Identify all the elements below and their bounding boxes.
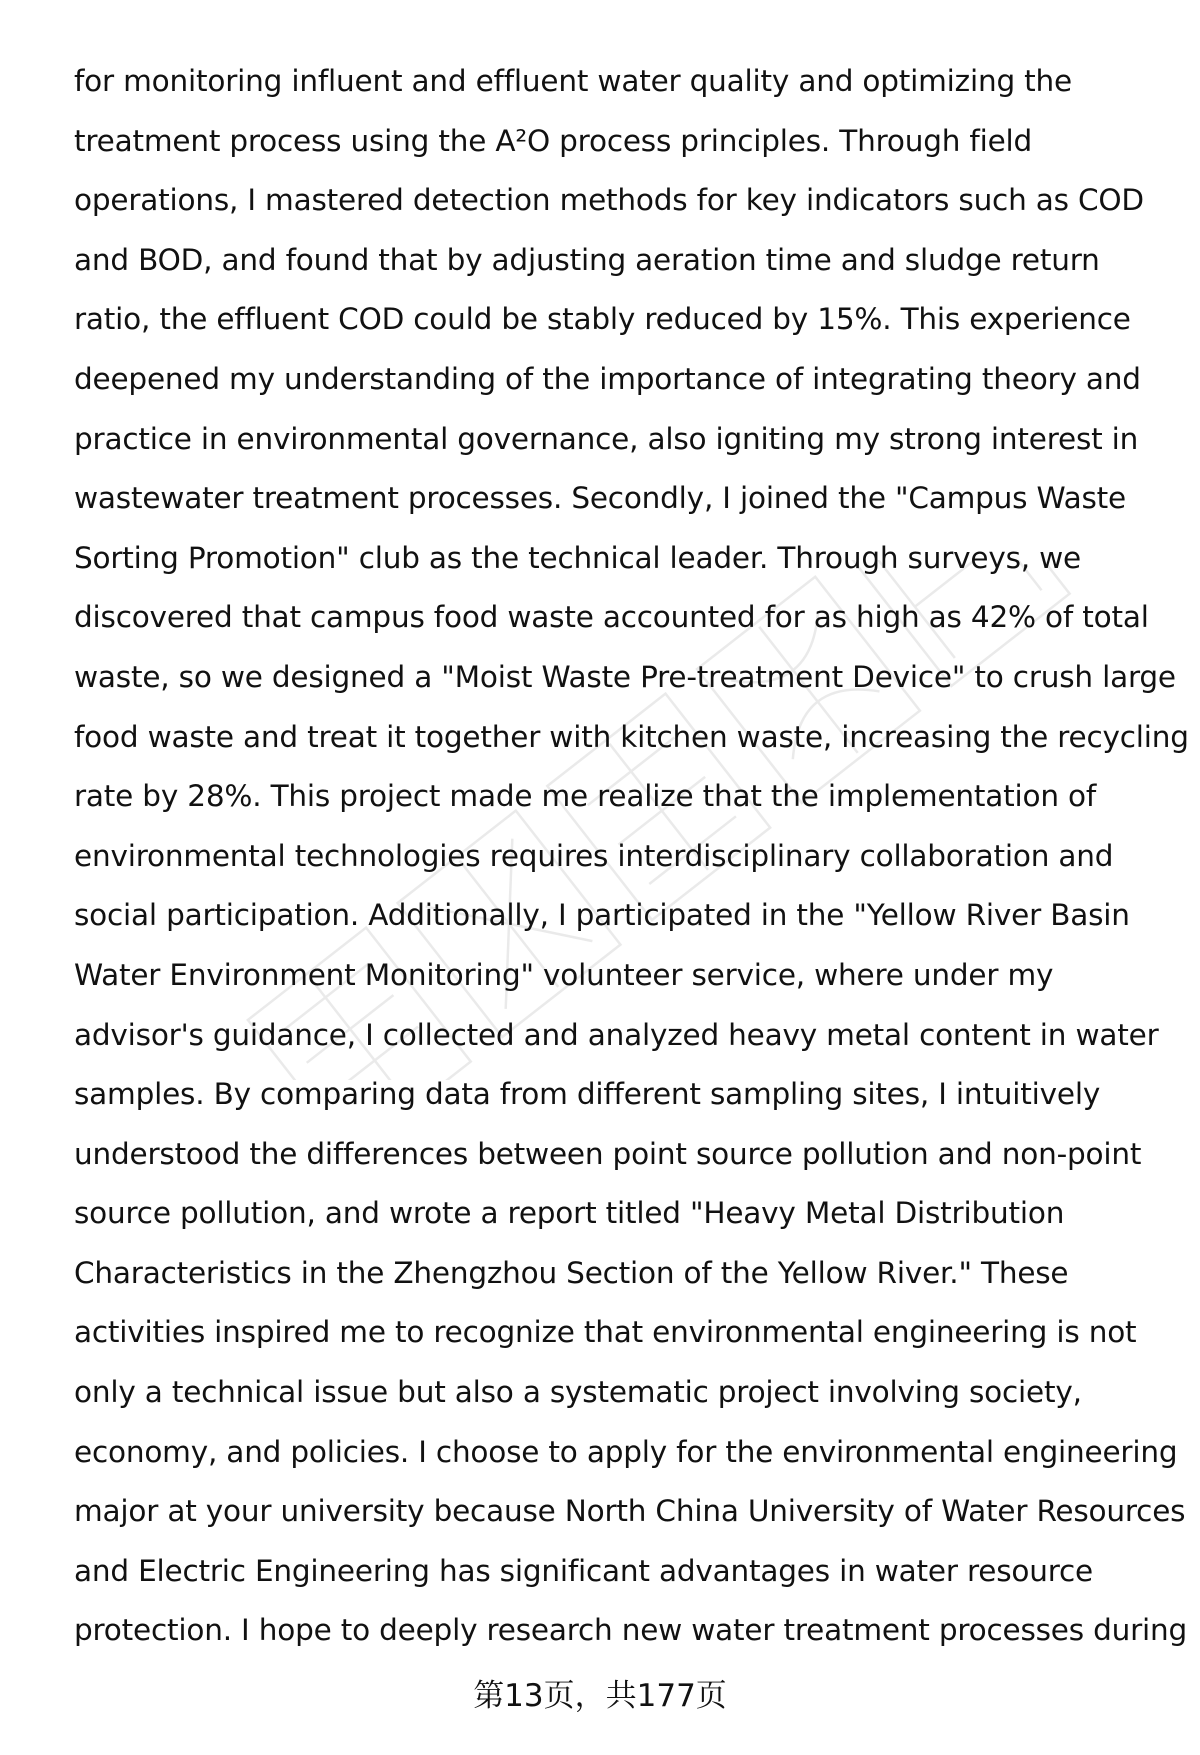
text-line: economy, and policies. I choose to apply for the environmental engineering (74, 1434, 1178, 1469)
text-line: and BOD, and found that by adjusting aeration time and sludge return (74, 242, 1100, 277)
text-line: waste, so we designed a "Moist Waste Pre-treatment Device" to crush large (74, 659, 1176, 694)
text-line: social participation. Additionally, I participated in the "Yellow River Basin (74, 898, 1130, 933)
text-line: practice in environmental governance, also igniting my strong interest in (74, 421, 1139, 456)
text-line: discovered that campus food waste accounted for as high as 42% of total (74, 600, 1149, 635)
text-line: samples. By comparing data from different sampling sites, I intuitively (74, 1077, 1101, 1112)
text-line: activities inspired me to recognize that environmental engineering is not (74, 1315, 1137, 1350)
text-line: Sorting Promotion" club as the technical leader. Through surveys, we (74, 540, 1082, 575)
text-line: operations, I mastered detection methods for key indicators such as COD (74, 183, 1144, 218)
text-line: food waste and treat it together with kitchen waste, increasing the recycling (74, 719, 1189, 754)
text-line: Water Environment Monitoring" volunteer service, where under my (74, 957, 1054, 992)
text-line: protection. I hope to deeply research new water treatment processes during (74, 1613, 1188, 1648)
text-line: wastewater treatment processes. Secondly, I joined the "Campus Waste (74, 481, 1126, 516)
text-line: ratio, the effluent COD could be stably reduced by 15%. This experience (74, 302, 1131, 337)
text-line: only a technical issue but also a systematic project involving society, (74, 1375, 1082, 1410)
text-line: advisor's guidance, I collected and analyzed heavy metal content in water (74, 1017, 1159, 1052)
text-line: for monitoring influent and effluent water quality and optimizing the (74, 64, 1072, 98)
page-number-footer: 第13页，共177页 (473, 1678, 727, 1714)
text-line: deepened my understanding of the importance of integrating theory and (74, 361, 1141, 396)
text-line: treatment process using the A²O process principles. Through field (74, 123, 1033, 158)
text-line: environmental technologies requires interdisciplinary collaboration and (74, 838, 1114, 873)
text-line: understood the differences between point source pollution and non-point (74, 1136, 1142, 1171)
text-line: major at your university because North China University of Water Resources (74, 1494, 1186, 1529)
text-line: rate by 28%. This project made me realize that the implementation of (74, 779, 1097, 814)
text-line: Characteristics in the Zhengzhou Section of the Yellow River." These (74, 1255, 1069, 1290)
essay-body-text (74, 52, 1189, 1661)
text-line: source pollution, and wrote a report titled "Heavy Metal Distribution (74, 1196, 1065, 1231)
text-line: and Electric Engineering has significant advantages in water resource (74, 1553, 1093, 1588)
